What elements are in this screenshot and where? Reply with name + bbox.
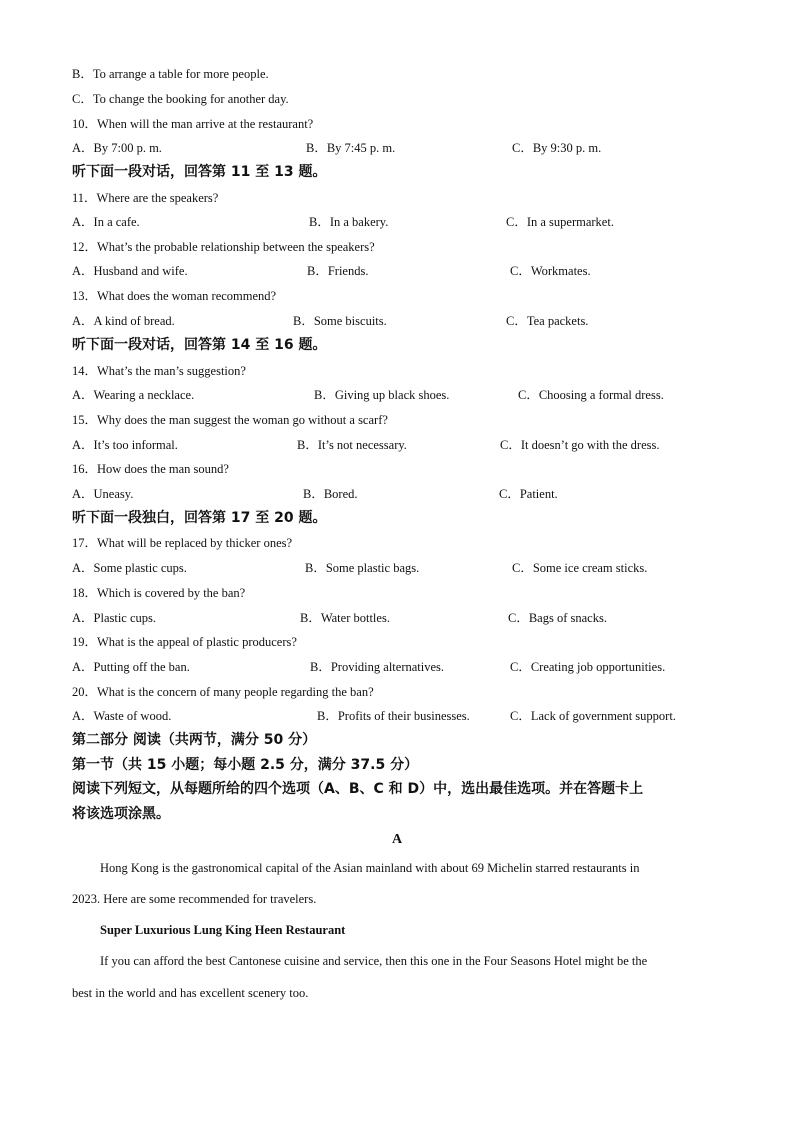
passage-intro-line-1: Hong Kong is the gastronomical capital of the Asian mainland with about 69 Michelin starred restaurants in: [100, 861, 640, 875]
option-a: A．Husband and wife.: [72, 264, 188, 278]
option-a: A．Putting off the ban.: [72, 660, 190, 674]
option-a: A．It’s too informal.: [72, 438, 178, 452]
passage-body-line-2: best in the world and has excellent scenery too.: [72, 986, 309, 1000]
question-16: 16．How does the man sound?: [72, 462, 229, 476]
passage-intro-line-2: 2023. Here are some recommended for travelers.: [72, 892, 317, 906]
option-c: C．Tea packets.: [506, 314, 589, 328]
option-c: C．Bags of snacks.: [508, 611, 607, 625]
option-c: C．Patient.: [499, 487, 558, 501]
question-13: 13．What does the woman recommend?: [72, 289, 277, 303]
option-c: C．In a supermarket.: [506, 215, 614, 229]
option-b: B．Water bottles.: [300, 611, 390, 625]
option-c: C．Lack of government support.: [510, 709, 676, 723]
option-a: A．Wearing a necklace.: [72, 388, 195, 402]
option-a: A．Uneasy.: [72, 487, 134, 501]
question-19: 19．What is the appeal of plastic producers?: [72, 635, 297, 649]
option-b: B．By 7:45 p. m.: [306, 141, 396, 155]
instructions-line-1: 阅读下列短文，从每题所给的四个选项（A、B、C 和 D）中，选出最佳选项。并在答题卡上: [72, 781, 644, 797]
question-11: 11．Where are the speakers?: [72, 191, 219, 205]
option-b: B．Providing alternatives.: [310, 660, 445, 674]
passage-body-line-1: If you can afford the best Cantonese cuisine and service, then this one in the Four Seasons Hotel might be the: [100, 954, 648, 968]
question-10: 10．When will the man arrive at the restaurant?: [72, 117, 314, 131]
option-b: B．It’s not necessary.: [297, 438, 407, 452]
question-18: 18．Which is covered by the ban?: [72, 586, 246, 600]
option-b: B．Bored.: [303, 487, 358, 501]
option-b: B．In a bakery.: [309, 215, 389, 229]
option-c: C．It doesn’t go with the dress.: [500, 438, 660, 452]
instructions-line-2: 将该选项涂黑。: [72, 806, 170, 822]
question-14: 14．What’s the man’s suggestion?: [72, 364, 246, 378]
option-a: A．In a cafe.: [72, 215, 140, 229]
option-a: A．Plastic cups.: [72, 611, 157, 625]
section-heading: 听下面一段对话，回答第 11 至 13 题。: [72, 164, 327, 180]
section-heading: 听下面一段对话，回答第 14 至 16 题。: [72, 337, 327, 353]
option-c: C．Some ice cream sticks.: [512, 561, 648, 575]
part-heading: 第二部分 阅读（共两节，满分 50 分）: [72, 732, 317, 748]
option-c: C．By 9:30 p. m.: [512, 141, 602, 155]
option-b: B．Friends.: [307, 264, 369, 278]
section-heading: 听下面一段独白，回答第 17 至 20 题。: [72, 510, 327, 526]
question-12: 12．What’s the probable relationship between the speakers?: [72, 240, 375, 254]
option-a: A．Some plastic cups.: [72, 561, 187, 575]
option-text: C．To change the booking for another day.: [72, 92, 289, 106]
option-c: C．Creating job opportunities.: [510, 660, 666, 674]
option-b: B．Giving up black shoes.: [314, 388, 450, 402]
option-b: B．Some plastic bags.: [305, 561, 420, 575]
option-a: A．A kind of bread.: [72, 314, 175, 328]
section-heading: 第一节（共 15 小题；每小题 2.5 分，满分 37.5 分）: [72, 757, 419, 773]
option-a: A．By 7:00 p. m.: [72, 141, 162, 155]
question-15: 15．Why does the man suggest the woman go without a scarf?: [72, 413, 388, 427]
question-17: 17．What will be replaced by thicker ones?: [72, 536, 293, 550]
passage-label: A: [391, 832, 403, 847]
question-20: 20．What is the concern of many people regarding the ban?: [72, 685, 374, 699]
option-b: B．Profits of their businesses.: [317, 709, 470, 723]
option-c: C．Workmates.: [510, 264, 591, 278]
option-text: B．To arrange a table for more people.: [72, 67, 269, 81]
option-c: C．Choosing a formal dress.: [518, 388, 664, 402]
option-a: A．Waste of wood.: [72, 709, 172, 723]
passage-subtitle: Super Luxurious Lung King Heen Restaurant: [100, 923, 346, 937]
option-b: B．Some biscuits.: [293, 314, 387, 328]
